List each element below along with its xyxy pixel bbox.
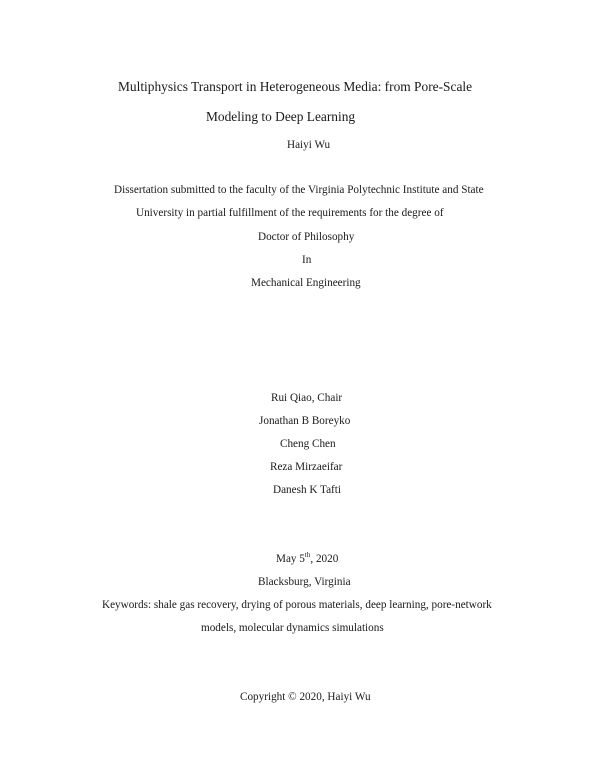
keywords-line-1: Keywords: shale gas recovery, drying of porous materials, deep learning, pore-network xyxy=(102,599,492,611)
committee-member-5: Danesh K Tafti xyxy=(273,484,341,496)
date-month-day: May 5 xyxy=(276,553,305,565)
location: Blacksburg, Virginia xyxy=(258,576,351,588)
degree-field: Mechanical Engineering xyxy=(251,277,361,289)
keywords-line-2: models, molecular dynamics simulations xyxy=(201,622,384,634)
author-name: Haiyi Wu xyxy=(287,139,331,151)
degree-in: In xyxy=(302,254,312,266)
committee-member-2: Jonathan B Boreyko xyxy=(259,415,351,427)
dissertation-line-1: Dissertation submitted to the faculty of the Virginia Polytechnic Institute and State xyxy=(114,184,484,196)
committee-member-4: Reza Mirzaeifar xyxy=(270,461,343,473)
title-line-2: Modeling to Deep Learning xyxy=(206,109,356,124)
defense-date xyxy=(276,552,338,566)
date-year: , 2020 xyxy=(310,553,339,565)
degree-name: Doctor of Philosophy xyxy=(258,231,355,243)
date-suffix: th xyxy=(304,551,311,559)
title-line-1: Multiphysics Transport in Heterogeneous Media: from Pore-Scale xyxy=(118,79,473,94)
committee-member-3: Cheng Chen xyxy=(280,438,336,450)
committee-member-1: Rui Qiao, Chair xyxy=(271,392,343,404)
dissertation-line-2: University in partial fulfillment of the requirements for the degree of xyxy=(136,207,444,219)
copyright-notice: Copyright © 2020, Haiyi Wu xyxy=(240,691,371,703)
